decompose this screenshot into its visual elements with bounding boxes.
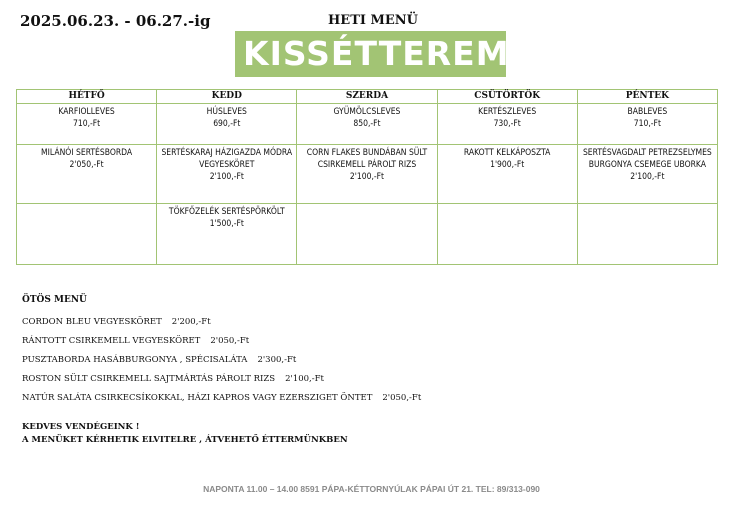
set-menu-item	[22, 356, 421, 375]
set-menu-item-price: 2'300,-Ft	[257, 355, 297, 365]
dish-price: 710,-Ft	[633, 119, 661, 129]
dish-name: KERTÉSZLEVES	[478, 107, 537, 117]
logo-text: KISSÉTTEREM	[243, 34, 510, 73]
set-menu-item-name: ROSTON SÜLT CSIRKEMELL SAJTMÁRTÁS PÁROLT RIZS	[22, 374, 276, 384]
dish-name: SERTÉSKARAJ HÁZIGAZDA MÓDRA VEGYESKÖRET	[161, 148, 293, 170]
menu-cell	[437, 204, 577, 265]
day-header-monday: HÉTFŐ	[17, 90, 157, 104]
set-menu-item-price: 2'200,-Ft	[171, 317, 211, 327]
dish-name: CORN FLAKES BUNDÁBAN SÜLT CSIRKEMELL PÁROLT RIZS	[306, 148, 428, 170]
dish-price: 690,-Ft	[213, 119, 241, 129]
set-menu-item	[22, 375, 421, 394]
menu-cell	[577, 145, 717, 204]
set-menu-item-name: PUSZTABORDA HASÁBBURGONYA , SPÉCISALÁTA	[22, 355, 248, 365]
menu-cell	[157, 204, 297, 265]
set-menu-item	[22, 394, 421, 413]
set-menu-title: ÖTÖS MENÜ	[22, 295, 87, 305]
dish-price: 850,-Ft	[353, 119, 381, 129]
dish-price: 730,-Ft	[493, 119, 521, 129]
menu-cell	[157, 145, 297, 204]
dish-price: 2'100,-Ft	[209, 172, 244, 182]
menu-cell	[577, 204, 717, 265]
set-menu-item-price: 2'050,-Ft	[210, 336, 250, 346]
set-menu-item-name: RÁNTOTT CSIRKEMELL VEGYESKÖRET	[22, 336, 201, 346]
dish-price: 1'500,-Ft	[209, 219, 244, 229]
notice-greeting: KEDVES VENDÉGEINK !	[22, 422, 140, 432]
dish-price: 2'050,-Ft	[69, 160, 104, 170]
set-menu-item-price: 2'100,-Ft	[285, 374, 324, 384]
date-range: 2025.06.23. - 06.27.-ig	[20, 12, 211, 30]
menu-cell	[17, 204, 157, 265]
footer-contact: NAPONTA 11.00 – 14.00 8591 PÁPA-KÉTTORNYÚLAK PÁPAI ÚT 21. TEL: 89/313-090	[203, 484, 540, 494]
menu-cell	[297, 204, 437, 265]
day-header-thursday: CSÜTÖRTÖK	[437, 90, 577, 104]
dish-name: TÖKFŐZELÉK SERTÉSPÖRKÖLT	[168, 207, 285, 217]
dish-name: SERTÉSVAGDALT PETREZSELYMES BURGONYA CSEMEGE UBORKA	[582, 148, 712, 170]
main-course-row	[17, 145, 718, 204]
dish-price: 2'100,-Ft	[630, 172, 665, 182]
menu-cell	[297, 104, 437, 145]
dish-price: 2'100,-Ft	[349, 172, 385, 182]
menu-cell	[437, 104, 577, 145]
dish-price: 1'900,-Ft	[490, 160, 525, 170]
dish-name: BABLEVES	[627, 107, 668, 117]
dish-price: 710,-Ft	[73, 119, 101, 129]
extra-course-row	[17, 204, 718, 265]
restaurant-logo	[235, 31, 510, 77]
day-header-wednesday: SZERDA	[297, 90, 437, 104]
menu-cell	[437, 145, 577, 204]
dish-name: KARFIOLLEVES	[58, 107, 115, 117]
set-menu-item-name: NATÚR SALÁTA CSIRKECSÍKOKKAL, HÁZI KAPROS VAGY EZERSZIGET ÖNTET	[22, 393, 373, 403]
menu-cell	[297, 145, 437, 204]
day-header-row	[17, 90, 718, 104]
notice-takeaway: A MENÜKET KÉRHETIK ELVITELRE , ÁTVEHETŐ ÉTTERMÜNKBEN	[22, 435, 348, 445]
weekly-menu-table	[16, 89, 718, 265]
dish-name: MILÁNÓI SERTÉSBORDA	[41, 148, 133, 158]
page-title: HETI MENÜ	[328, 13, 418, 28]
set-menu-item	[22, 337, 421, 356]
menu-cell	[157, 104, 297, 145]
day-header-friday: PÉNTEK	[577, 90, 717, 104]
set-menu-item-price: 2'050,-Ft	[382, 393, 422, 403]
menu-cell	[577, 104, 717, 145]
day-header-tuesday: KEDD	[157, 90, 297, 104]
menu-cell	[17, 145, 157, 204]
set-menu-list	[22, 318, 421, 413]
menu-cell	[17, 104, 157, 145]
set-menu-item	[22, 318, 421, 337]
set-menu-item-name: CORDON BLEU VEGYESKÖRET	[22, 317, 162, 327]
soup-row	[17, 104, 718, 145]
dish-name: GYÜMÖLCSLEVES	[333, 107, 401, 117]
dish-name: HÚSLEVES	[206, 107, 247, 117]
dish-name: RAKOTT KELKÁPOSZTA	[463, 148, 551, 158]
customer-notice	[22, 421, 348, 447]
